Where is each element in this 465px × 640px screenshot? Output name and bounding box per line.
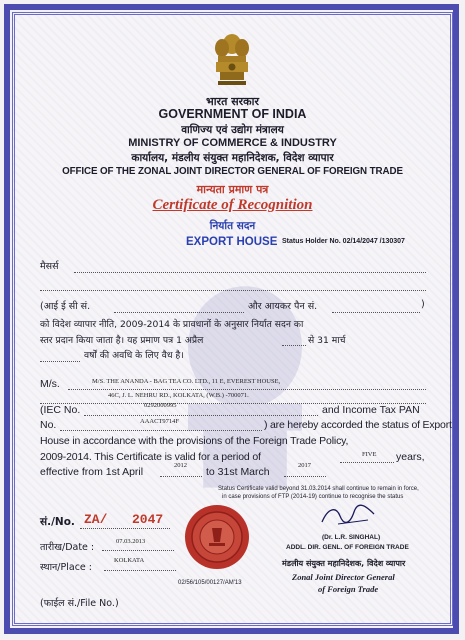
period-value: FIVE — [362, 451, 377, 458]
national-emblem-icon — [210, 30, 254, 88]
hindi-government: भारत सरकार — [206, 95, 259, 108]
signatory-title: ADDL. DIR. GENL. OF FOREIGN TRADE — [286, 544, 409, 551]
iec-label: (IEC No. — [40, 404, 81, 416]
company-line1: M/S. THE ANANDA - BAG TEA CO. LTD., 11 E, EVEREST HOUSE, — [92, 378, 281, 385]
hindi-iec-label: (आई ई सी सं. — [40, 301, 91, 312]
signature-icon — [318, 502, 378, 528]
hindi-pan-label: और आयकर पैन सं. — [248, 301, 318, 312]
hindi-export-house: निर्यात सदन — [209, 220, 256, 232]
year-to-value: 2017 — [298, 462, 311, 469]
hindi-body-line2: स्तर प्रदान किया जाता है। यह प्रमाण पत्र 1 अप्रैल — [40, 335, 204, 346]
hindi-body-line3: वर्षों की अवधि के लिए वैध है। — [84, 350, 184, 361]
years-label: years, — [396, 451, 425, 463]
wax-seal-icon — [182, 502, 252, 572]
hindi-certificate-title: मान्यता प्रमाण पत्र — [196, 183, 269, 196]
certificate-no-label: सं./No. — [40, 516, 75, 528]
ministry-title: MINISTRY OF COMMERCE & INDUSTRY — [128, 137, 337, 149]
hindi-office: कार्यालय, मंडलीय संयुक्त महानिदेशक, विदेश व्यापार — [131, 152, 334, 164]
export-house-label: EXPORT HOUSE — [186, 236, 278, 248]
hindi-messrs-label: मैसर्स — [40, 261, 59, 272]
company-line2: 46C, J. L. NEHRU RD., KOLKATA, (W.B.) -700071. — [108, 392, 249, 399]
status-holder-number: Status Holder No. 02/14/2047 /130307 — [282, 238, 405, 245]
validity-note-line1: Status Certificate valid beyond 31.03.2014 shall continue to remain in force, — [218, 486, 419, 492]
income-tax-label: and Income Tax PAN — [322, 404, 420, 416]
body-line3: 2009-2014. This Certificate is valid for a period of — [40, 451, 261, 463]
effective-from-label: effective from 1st April — [40, 466, 144, 478]
certificate-no-prefix: ZA/ — [84, 512, 108, 527]
stamp-hindi: मंडलीय संयुक्त महानिदेशक, विदेश व्यापार — [282, 559, 406, 568]
certificate-title: Certificate of Recognition — [152, 197, 313, 213]
hindi-body-line1: को विदेश व्यापार नीति, 2009-2014 के प्रावधानों के अनुसार निर्यात सदन का — [40, 319, 304, 330]
ms-label: M/s. — [40, 378, 60, 390]
place-value: KOLKATA — [114, 557, 145, 564]
certificate-no-value: 2047 — [132, 512, 164, 527]
hindi-body-line2b: से 31 मार्च — [308, 335, 346, 346]
place-label: स्थान/Place : — [40, 562, 92, 573]
government-title: GOVERNMENT OF INDIA — [158, 107, 307, 121]
stamp-line2: of Foreign Trade — [318, 584, 379, 594]
to-march-label: to 31st March — [206, 466, 270, 478]
iec-value: 0292000995 — [144, 402, 177, 409]
date-value: 07.03.2013 — [116, 538, 146, 545]
pan-value: AAACT9714F — [140, 418, 180, 425]
file-no-value: 02/56/105/00127/AM'13 — [178, 580, 242, 586]
pan-no-label: No. — [40, 419, 57, 431]
hindi-ministry: वाणिज्य एवं उद्योग मंत्रालय — [181, 124, 284, 136]
year-from-value: 2012 — [174, 462, 187, 469]
body-line2: House in accordance with the provisions of the Foreign Trade Policy, — [40, 435, 349, 447]
file-no-label: (फाईल सं./File No.) — [40, 598, 119, 609]
hindi-close-paren: ) — [421, 299, 425, 310]
stamp-line1: Zonal Joint Director General — [292, 572, 395, 582]
validity-note-line2: in case provisions of FTP (2014-19) continue to recognise the status — [222, 494, 404, 500]
date-label: तारीख/Date : — [40, 542, 95, 553]
office-title: OFFICE OF THE ZONAL JOINT DIRECTOR GENERAL OF FOREIGN TRADE — [62, 166, 403, 177]
accorded-text: ) are hereby accorded the status of Export — [264, 419, 452, 431]
signatory-name: (Dr. L.R. SINGHAL) — [322, 534, 381, 541]
